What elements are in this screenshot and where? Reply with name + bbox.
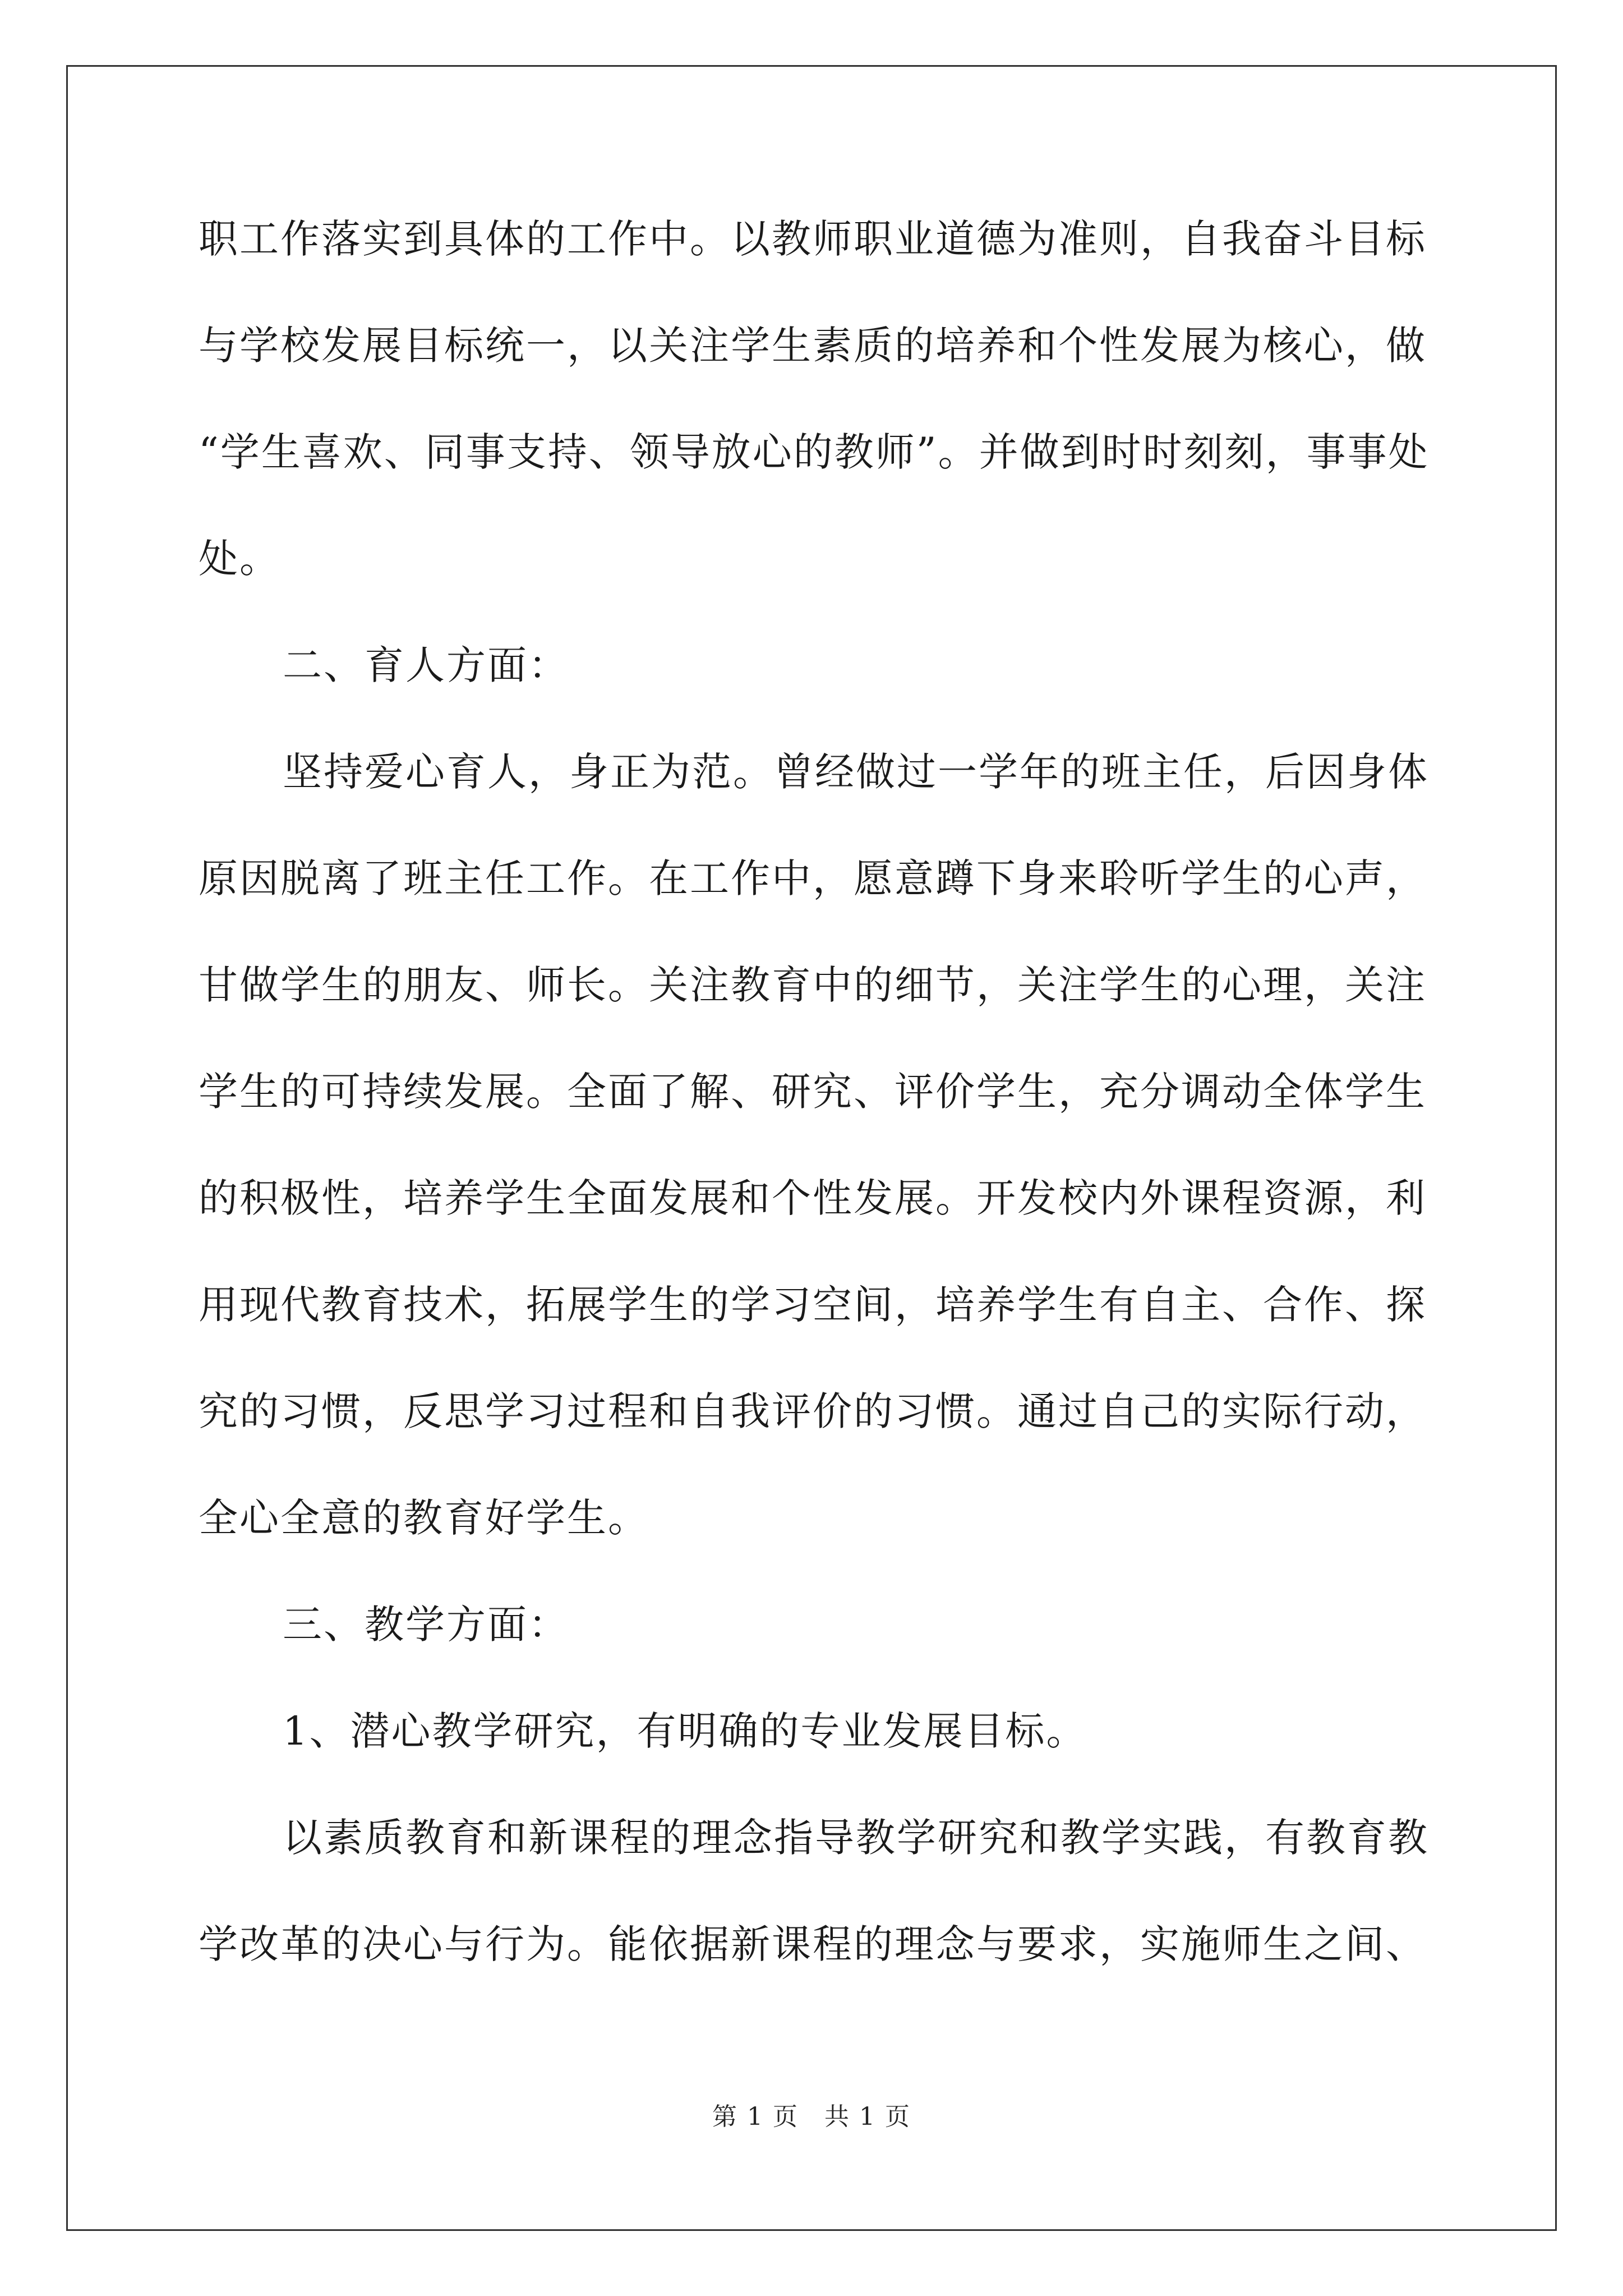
subsection-heading: 1、潜心教学研究，有明确的专业发展目标。 xyxy=(283,1708,1087,1754)
paragraph-line: 究的习惯，反思学习过程和自我评价的习惯。通过自己的实际行动， xyxy=(199,1388,1427,1434)
paragraph-line: 学改革的决心与行为。能依据新课程的理念与要求，实施师生之间、 xyxy=(199,1921,1427,1967)
paragraph-line: 的积极性，培养学生全面发展和个性发展。开发校内外课程资源，利 xyxy=(199,1175,1427,1221)
paragraph-line: 以素质教育和新课程的理念指导教学研究和教学实践，有教育教 xyxy=(283,1815,1429,1861)
page-footer: 第 1 页 共 1 页 xyxy=(712,2102,911,2131)
section-heading: 三、教学方面： xyxy=(283,1602,569,1648)
paragraph-line: 职工作落实到具体的工作中。以教师职业道德为准则，自我奋斗目标 xyxy=(199,216,1427,262)
paragraph-line: “学生喜欢、同事支持、领导放心的教师”。并做到时时刻刻，事事处 xyxy=(199,429,1430,475)
paragraph-line: 与学校发展目标统一，以关注学生素质的培养和个性发展为核心，做 xyxy=(199,323,1427,369)
page-border xyxy=(66,65,1557,2231)
paragraph-line: 处。 xyxy=(199,536,280,582)
paragraph-line: 用现代教育技术，拓展学生的学习空间，培养学生有自主、合作、探 xyxy=(199,1282,1427,1328)
section-heading: 二、育人方面： xyxy=(283,642,569,688)
paragraph-line: 原因脱离了班主任工作。在工作中，愿意蹲下身来聆听学生的心声， xyxy=(199,855,1427,901)
paragraph-line: 坚持爱心育人，身正为范。曾经做过一学年的班主任，后因身体 xyxy=(283,749,1429,795)
paragraph-line: 学生的可持续发展。全面了解、研究、评价学生，充分调动全体学生 xyxy=(199,1069,1427,1115)
paragraph-line: 甘做学生的朋友、师长。关注教育中的细节，关注学生的心理，关注 xyxy=(199,962,1427,1008)
paragraph-line: 全心全意的教育好学生。 xyxy=(199,1495,649,1541)
